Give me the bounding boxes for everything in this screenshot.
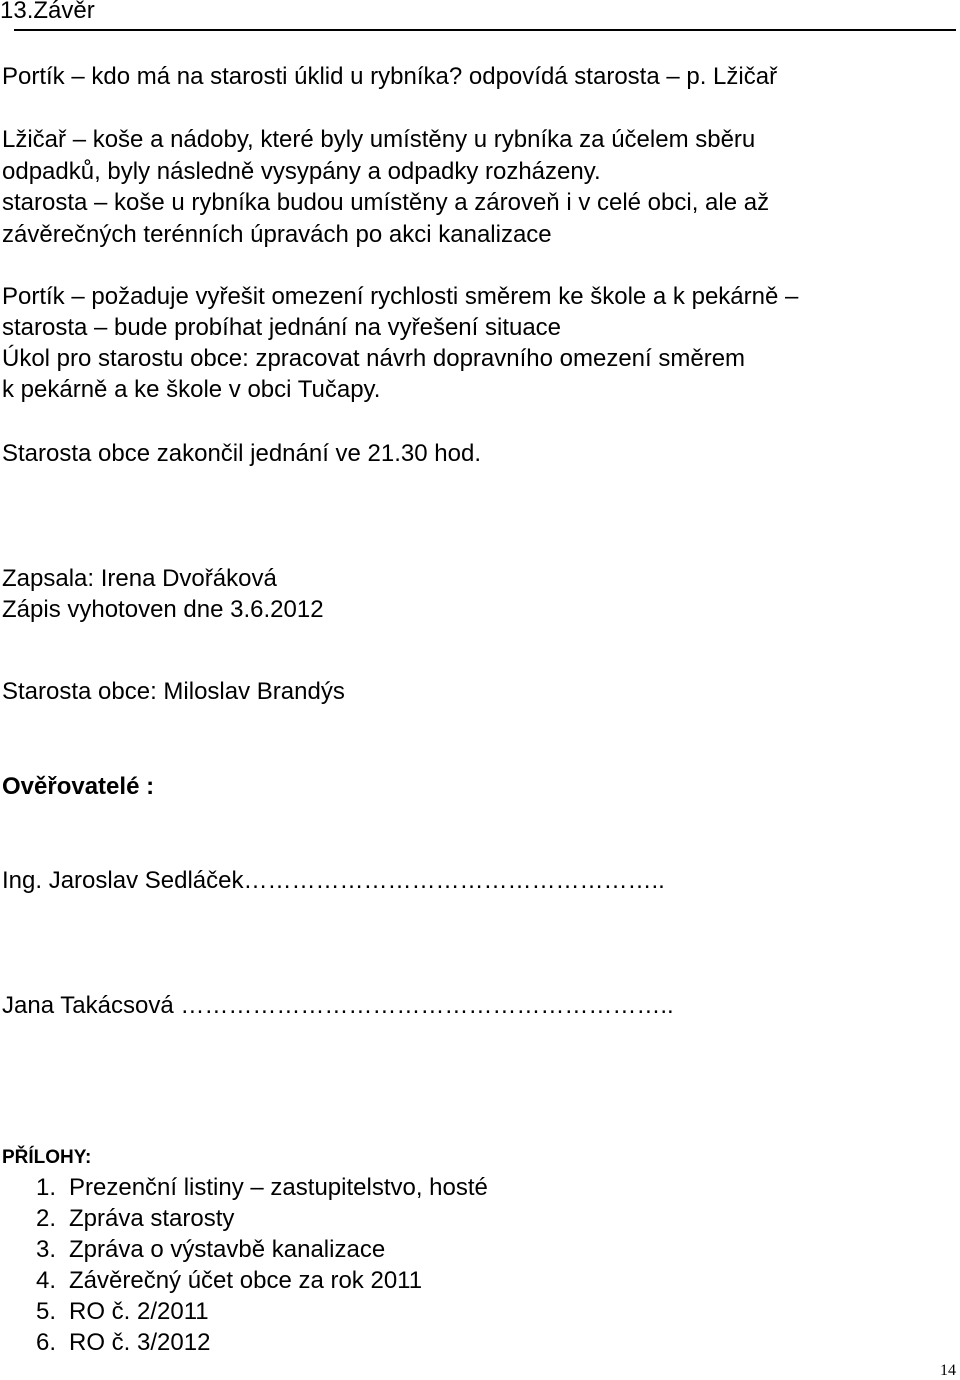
list-item-text: RO č. 3/2012 (69, 1329, 211, 1356)
heading-underline (14, 29, 956, 31)
verifiers-label: Ověřovatelé : (2, 773, 155, 800)
list-item-number: 2. (36, 1205, 57, 1232)
paragraph-bins-line-1: Lžičař – koše a nádoby, které byly umístěny u rybníka za účelem sběru (2, 126, 756, 153)
list-item-text: Závěrečný účet obce za rok 2011 (69, 1267, 423, 1294)
list-item-text: Zpráva o výstavbě kanalizace (69, 1236, 386, 1263)
paragraph-bins-line-2: odpadků, byly následně vysypány a odpadky rozházeny. (2, 158, 601, 185)
list-item (36, 1203, 488, 1234)
list-item-number: 6. (36, 1329, 57, 1356)
list-item (36, 1327, 488, 1358)
verifier-signature-line-2: Jana Takácsová …………………………………………………….. (2, 992, 674, 1019)
list-item-text: Prezenční listiny – zastupitelstvo, hosté (69, 1174, 488, 1201)
list-item-text: RO č. 2/2011 (69, 1298, 209, 1325)
list-item-text: Zpráva starosty (69, 1205, 235, 1232)
page-number: 14 (940, 1362, 956, 1379)
paragraph-speed-line-4: k pekárně a ke škole v obci Tučapy. (2, 376, 381, 403)
paragraph-speed-line-3: Úkol pro starostu obce: zpracovat návrh dopravního omezení směrem (2, 345, 746, 372)
paragraph-speed-line-2: starosta – bude probíhat jednání na vyřešení situace (2, 314, 562, 341)
list-item-number: 1. (36, 1174, 57, 1201)
attachments-label: PŘÍLOHY: (2, 1147, 92, 1168)
attachments-list (36, 1172, 488, 1358)
list-item-number: 5. (36, 1298, 57, 1325)
paragraph-speed-line-1: Portík – požaduje vyřešit omezení rychlosti směrem ke škole a k pekárně – (2, 283, 799, 310)
list-item (36, 1265, 488, 1296)
record-date: Zápis vyhotoven dne 3.6.2012 (2, 596, 324, 623)
verifier-signature-line-1: Ing. Jaroslav Sedláček…………………………………………….. (2, 867, 665, 894)
paragraph-meeting-end: Starosta obce zakončil jednání ve 21.30 hod. (2, 440, 481, 467)
paragraph-bins-line-4: závěrečných terénních úpravách po akci kanalizace (2, 221, 552, 248)
recorded-by: Zapsala: Irena Dvořáková (2, 565, 277, 592)
list-item-number: 4. (36, 1267, 57, 1294)
section-heading: 13.Závěr (0, 0, 95, 24)
list-item-number: 3. (36, 1236, 57, 1263)
list-item (36, 1172, 488, 1203)
paragraph-cleanup-question: Portík – kdo má na starosti úklid u rybníka? odpovídá starosta – p. Lžičař (2, 63, 778, 90)
list-item (36, 1234, 488, 1265)
mayor-name: Starosta obce: Miloslav Brandýs (2, 678, 345, 705)
list-item (36, 1296, 488, 1327)
paragraph-bins-line-3: starosta – koše u rybníka budou umístěny a zároveň i v celé obci, ale až (2, 189, 770, 216)
